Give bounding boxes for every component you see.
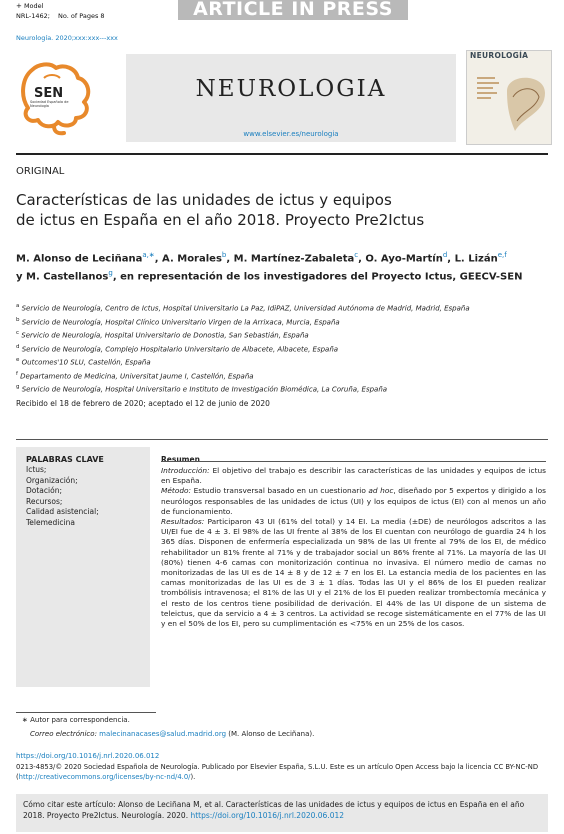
affiliation-item: $^d$ Servicio de Neurología, Complejo Hospitalario Universitario de Albacete, Albacete, España	[16, 343, 339, 353]
email-link[interactable]: malecinanacases@salud.madrid.org	[99, 730, 227, 738]
logo-sen-text: SEN	[34, 86, 64, 101]
journal-citation: Neurología. 2020;xxx:xxx---xxx	[16, 34, 118, 42]
keyword-item: Telemedicina	[26, 517, 75, 527]
doi-link[interactable]: https://doi.org/10.1016/j.nrl.2020.06.012	[16, 752, 160, 760]
correspondence-email: Correo electrónico: malecinanacases@salud.madrid.org (M. Alonso de Leciñana).	[30, 730, 315, 738]
plus-icon: +	[16, 2, 22, 10]
journal-cover-thumbnail	[466, 50, 552, 145]
abstract-method: Método: Estudio transversal basado en un cuestionario ad hoc, diseñado por 5 expertos y dirigido a los neurólogos responsables de las unidades de ictus (UI) y los equipos de ictus (EI) con al menos un año de funcionamiento.	[161, 486, 547, 516]
keywords-list	[26, 465, 99, 528]
abstract-body	[161, 466, 546, 629]
page-count: No. of Pages 8	[58, 12, 105, 20]
author-affiliation-sup[interactable]: c	[354, 251, 359, 259]
model-label: + Model	[16, 2, 44, 10]
affiliation-item: $^c$ Servicio de Neurología, Hospital Universitario de Donostia, San Sebastián, España	[16, 330, 309, 340]
abstract-heading: Resumen	[161, 455, 200, 464]
author-affiliation-sup[interactable]: d	[442, 251, 448, 259]
author-line-2: y M. Castellanos$^g$, en representación de los investigadores del Proyecto Ictus, GEECV-SEN	[16, 269, 523, 283]
manuscript-info	[16, 12, 105, 20]
citation-doi-link[interactable]: https://doi.org/10.1016/j.nrl.2020.06.012	[190, 811, 345, 820]
author-name[interactable]: O. Ayo-Martín	[365, 253, 443, 265]
keyword-item: Dotación;	[26, 486, 62, 495]
license-link[interactable]: http://creativecommons.org/licenses/by-nc-nd/4.0/	[18, 773, 191, 781]
citation-text: Cómo citar este artículo: Alonso de Leciñana M, et al. Características de las unidades de ictus y equipos de ictus en España en el año 2018. Proyecto Pre2Ictus. Neurología. 2020. https://doi.org/10.1016/j.nrl.2020.06.012	[23, 800, 525, 820]
author-list	[16, 248, 551, 285]
received-dates: Recibido el 18 de febrero de 2020; aceptado el 12 de junio de 2020	[16, 399, 270, 408]
author-line-1: M. Alonso de Leciñana$^{a,∗}$, A. Morales$^b$, M. Martínez-Zabaleta$^c$, O. Ayo-Martín$^d$, L. Lizán$^{e,f}$	[16, 251, 507, 265]
author-affiliation-sup[interactable]: g	[108, 269, 113, 278]
author-name[interactable]: L. Lizán	[454, 253, 498, 265]
author-name[interactable]: M. Alonso de Leciñana	[16, 253, 143, 265]
footnote-rule	[16, 712, 156, 713]
keyword-item: Organización;	[26, 475, 78, 485]
keywords-heading: PALABRAS CLAVE	[26, 455, 104, 464]
author-name[interactable]: M. Castellanos	[26, 271, 109, 283]
journal-url-link[interactable]: www.elsevier.es/neurologia	[243, 130, 339, 138]
article-in-press-banner: ARTICLE IN PRESS	[178, 0, 408, 20]
affiliation-item: $^b$ Servicio de Neurología, Hospital Clínico Universitario Virgen de la Arrixaca, Murcia, España	[16, 316, 340, 326]
keyword-item: Ictus;	[26, 465, 47, 474]
author-name[interactable]: A. Morales	[162, 253, 222, 265]
article-section: ORIGINAL	[16, 166, 65, 177]
journal-name: NEUROLOGIA	[195, 76, 387, 102]
abstract-intro: Introducción: El objetivo del trabajo es describir las características de las unidades y equipos de ictus en España.	[161, 466, 546, 486]
keyword-item: Recursos;	[26, 496, 63, 506]
keyword-item: Calidad asistencial;	[26, 507, 99, 516]
author-affiliation-sup[interactable]: e,f	[497, 251, 507, 259]
affiliation-list	[16, 301, 556, 396]
author-affiliation-sup[interactable]: b	[221, 251, 227, 259]
copyright-notice: 0213-4853/© 2020 Sociedad Española de Neurología. Publicado por Elsevier España, S.L.U. Este es un artículo Open Access bajo la licencia CC BY-NC-ND (http://creativecommons.org/licenses/by-nc-nd/4.0/).	[16, 763, 539, 781]
section-rule	[16, 439, 548, 440]
article-title: Características de las unidades de ictus y equipos de ictus en España en el año 2018. Proyecto Pre2Ictus	[16, 191, 425, 229]
abstract-rule	[161, 461, 546, 462]
abstract-results: Resultados: Participaron 43 UI (61% del total) y 14 EI. La media (±DE) de neurólogos adscritos a las UI/EI fue de 4 ± 3. El 98% de las UI frente al 38% de los EI cuentan con neurólogo de guardia 24 h los 365 días. Disponen de enfermería especializada un 98% de las UI frente al 79% de los EI, de médico rehabilitador un 81% frente al 71% y de trabajador social un 86% frente al 71%. La mayoría de las UI (80%) tienen 4-6 camas con monitorización continua no invasiva. El número medio de camas no monitorizadas de las UI es de 14 ± 8 y de 12 ± 7 en los EI. La estancia media de los pacientes en las camas monitorizadas de las UI es de 3 ± 1 días. Todas las UI y el 86% de los EI pueden realizar trombólisis intravenosa; el 81% de las UI y el 21% de los EI pueden realizar trombectomía mecánica y el resto de los centros tiene posibilidad de derivación. El 44% de las UI dispone de un sistema de teleictus, que da servicio a 4 ± 3 centros. La actividad se recoge sistemáticamente en el 77% de las UI y en el 50% de los EI, pero su cumplimentación es <75% en un 25% de los casos.	[161, 517, 546, 629]
affiliation-item: $^e$ Outcomes'10 SLU, Castellón, España	[16, 357, 151, 367]
corresponding-author-note: ∗ Autor para correspondencia.	[22, 716, 130, 724]
author-affiliation-sup[interactable]: a,∗	[142, 251, 155, 259]
affiliation-item: $^a$ Servicio de Neurología, Centro de Ictus, Hospital Universitario La Paz, IdiPAZ, Universidad Autónoma de Madrid, Madrid, España	[16, 303, 470, 313]
author-name[interactable]: M. Martínez-Zabaleta	[233, 253, 355, 265]
affiliation-item: $^f$ Departamento de Medicina, Universitat Jaume I, Castellón, España	[16, 370, 254, 380]
manuscript-id: NRL-1462;	[16, 12, 50, 20]
logo-sen-subtext: Sociedad Española de Neurología	[30, 100, 69, 108]
cover-title: NEUROLOGÍA	[470, 51, 529, 60]
affiliation-item: $^g$ Servicio de Neurología, Hospital Universitario e Instituto de Investigación Biomédica, La Coruña, España	[16, 384, 388, 394]
header-rule	[16, 153, 548, 155]
